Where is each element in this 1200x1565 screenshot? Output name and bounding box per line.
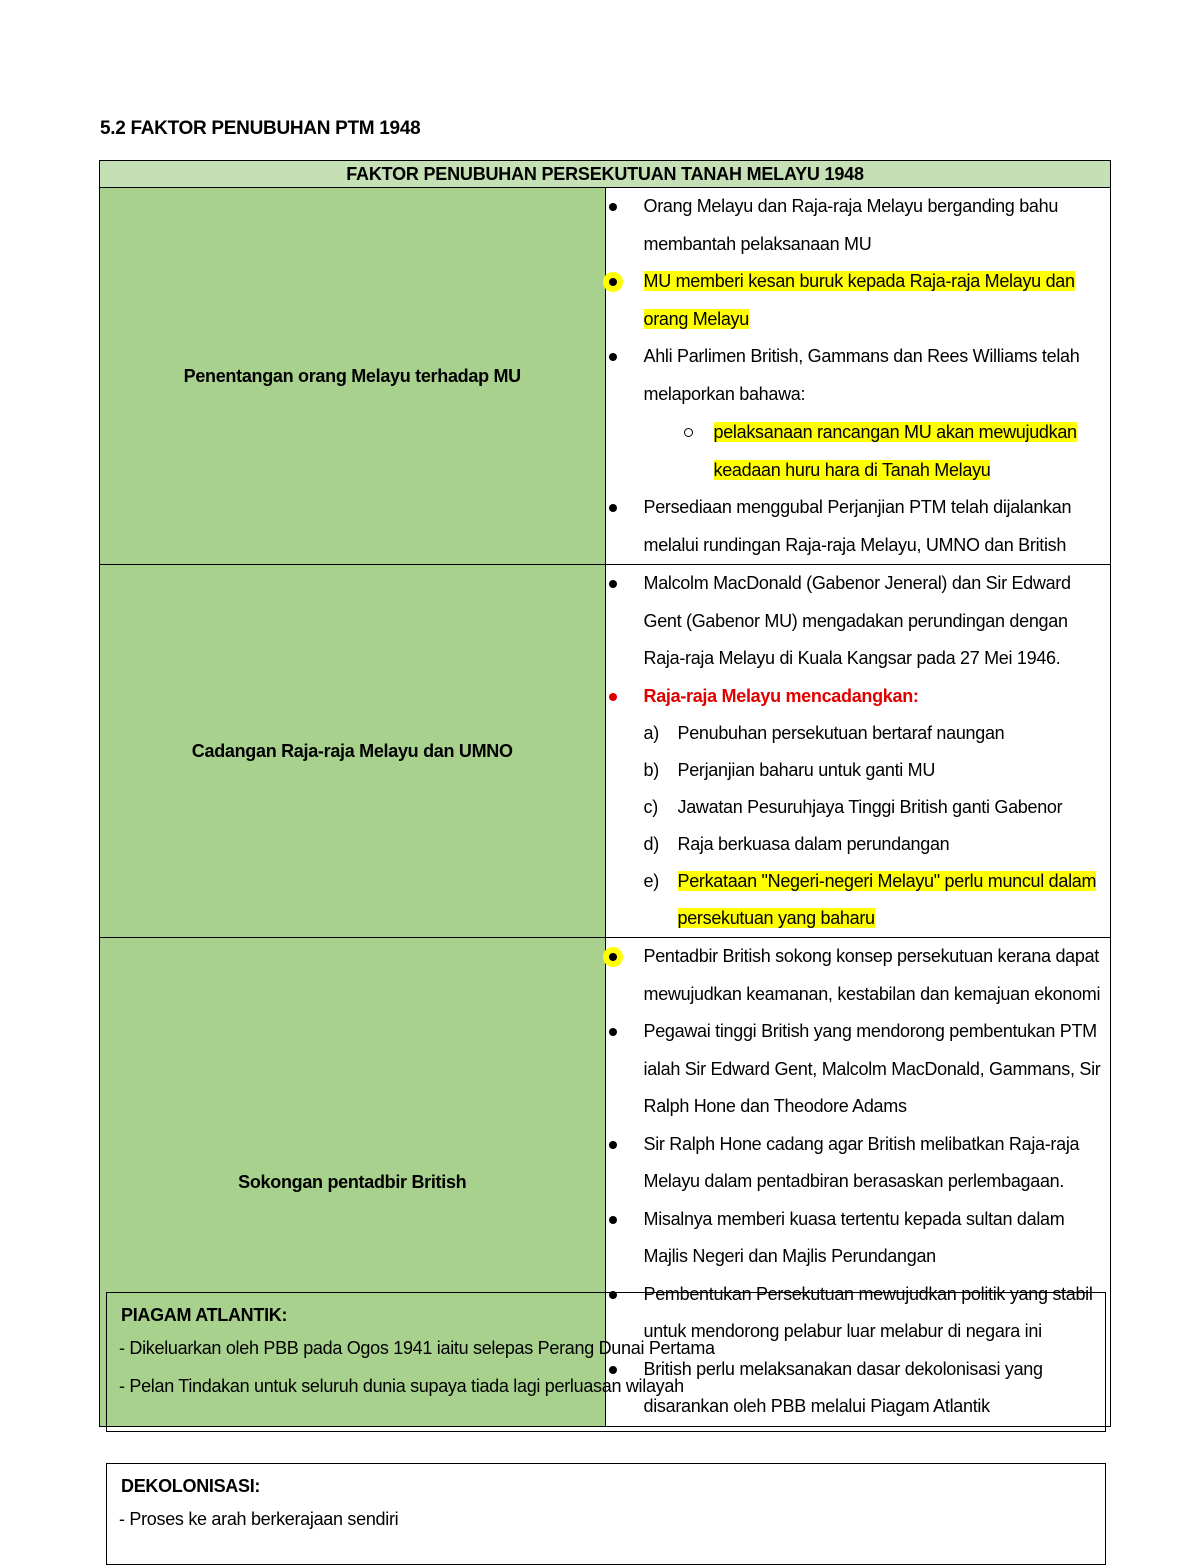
- factor-cell: Penentangan orang Melayu terhadap MU: [100, 188, 606, 565]
- list-item: Malcolm MacDonald (Gabenor Jeneral) dan Sir Edward Gent (Gabenor MU) mengadakan perundingan dengan Raja-raja Melayu di Kuala Kangsar pada 27 Mei 1946.: [606, 565, 1111, 678]
- proposal-item: [606, 826, 1111, 863]
- proposal-item: [606, 863, 1111, 937]
- list-item: Pembentukan Persekutuan mewujudkan politik yang stabil untuk mendorong pelabur luar melabur di negara ini: [606, 1276, 1111, 1351]
- proposal-marker: b): [643, 760, 659, 780]
- table-row: [100, 188, 1111, 565]
- proposal-text: Raja berkuasa dalam perundangan: [677, 834, 950, 854]
- proposal-text: Perkataan "Negeri-negeri Melayu" perlu muncul dalam persekutuan yang baharu: [677, 871, 1097, 928]
- sub-list-item: [606, 413, 1111, 489]
- box-line: - Proses ke arah berkerajaan sendiri: [119, 1509, 399, 1529]
- list-item: British perlu melaksanakan dasar dekolonisasi yang disarankan oleh PBB melalui Piagam Atlantik: [606, 1351, 1111, 1426]
- piagam-atlantik-box: [106, 1292, 1106, 1432]
- factor-cell: Cadangan Raja-raja Melayu dan UMNO: [100, 565, 606, 938]
- proposal-item: [606, 715, 1111, 752]
- content-cell: [605, 565, 1111, 938]
- list-item: Sir Ralph Hone cadang agar British melibatkan Raja-raja Melayu dalam pentadbiran berasaskan perlembagaan.: [606, 1126, 1111, 1201]
- content-cell: [605, 188, 1111, 565]
- list-item: Orang Melayu dan Raja-raja Melayu berganding bahu membantah pelaksanaan MU: [606, 188, 1111, 263]
- box-title: DEKOLONISASI:: [121, 1476, 261, 1496]
- proposal-text: Penubuhan persekutuan bertaraf naungan: [677, 723, 1005, 743]
- proposal-item: [606, 789, 1111, 826]
- list-item: Ahli Parlimen British, Gammans dan Rees Williams telah melaporkan bahawa:: [606, 338, 1111, 413]
- list-item: [606, 263, 1111, 338]
- list-item: Misalnya memberi kuasa tertentu kepada sultan dalam Majlis Negeri dan Majlis Perundangan: [606, 1201, 1111, 1276]
- table-header: FAKTOR PENUBUHAN PERSEKUTUAN TANAH MELAYU 1948: [100, 161, 1111, 188]
- list-item: Pentadbir British sokong konsep persekutuan kerana dapat mewujudkan keamanan, kestabilan dan kemajuan ekonomi: [606, 938, 1111, 1013]
- list-item-text: MU memberi kesan buruk kepada Raja-raja Melayu dan orang Melayu: [643, 271, 1075, 329]
- factor-cell: Sokongan pentadbir British: [100, 938, 606, 1427]
- proposal-item: [606, 752, 1111, 789]
- box-line: - Pelan Tindakan untuk seluruh dunia supaya tiada lagi perluasan wilayah: [119, 1376, 684, 1396]
- list-item: Persediaan menggubal Perjanjian PTM telah dijalankan melalui rundingan Raja-raja Melayu, UMNO dan British: [606, 489, 1111, 564]
- proposal-text: Perjanjian baharu untuk ganti MU: [677, 760, 936, 780]
- proposal-marker: e): [643, 871, 659, 891]
- proposal-text: Jawatan Pesuruhjaya Tinggi British ganti Gabenor: [677, 797, 1063, 817]
- factors-table: [99, 160, 1111, 1427]
- list-item: Pegawai tinggi British yang mendorong pembentukan PTM ialah Sir Edward Gent, Malcolm MacDonald, Gammans, Sir Ralph Hone dan Theodore Adams: [606, 1013, 1111, 1126]
- dekolonisasi-box: [106, 1463, 1106, 1565]
- box-line: - Dikeluarkan oleh PBB pada Ogos 1941 iaitu selepas Perang Dunai Pertama: [119, 1338, 715, 1358]
- proposal-marker: d): [643, 834, 659, 854]
- section-title: 5.2 FAKTOR PENUBUHAN PTM 1948: [100, 118, 421, 139]
- proposal-list: [606, 715, 1111, 937]
- box-title: PIAGAM ATLANTIK:: [121, 1305, 288, 1325]
- list-item: [606, 678, 1111, 716]
- table-row: [100, 565, 1111, 938]
- proposal-marker: a): [643, 723, 659, 743]
- proposal-marker: c): [643, 797, 658, 817]
- list-item-text: Raja-raja Melayu mencadangkan:: [643, 685, 919, 706]
- sub-list-item-text: pelaksanaan rancangan MU akan mewujudkan keadaan huru hara di Tanah Melayu: [713, 422, 1077, 480]
